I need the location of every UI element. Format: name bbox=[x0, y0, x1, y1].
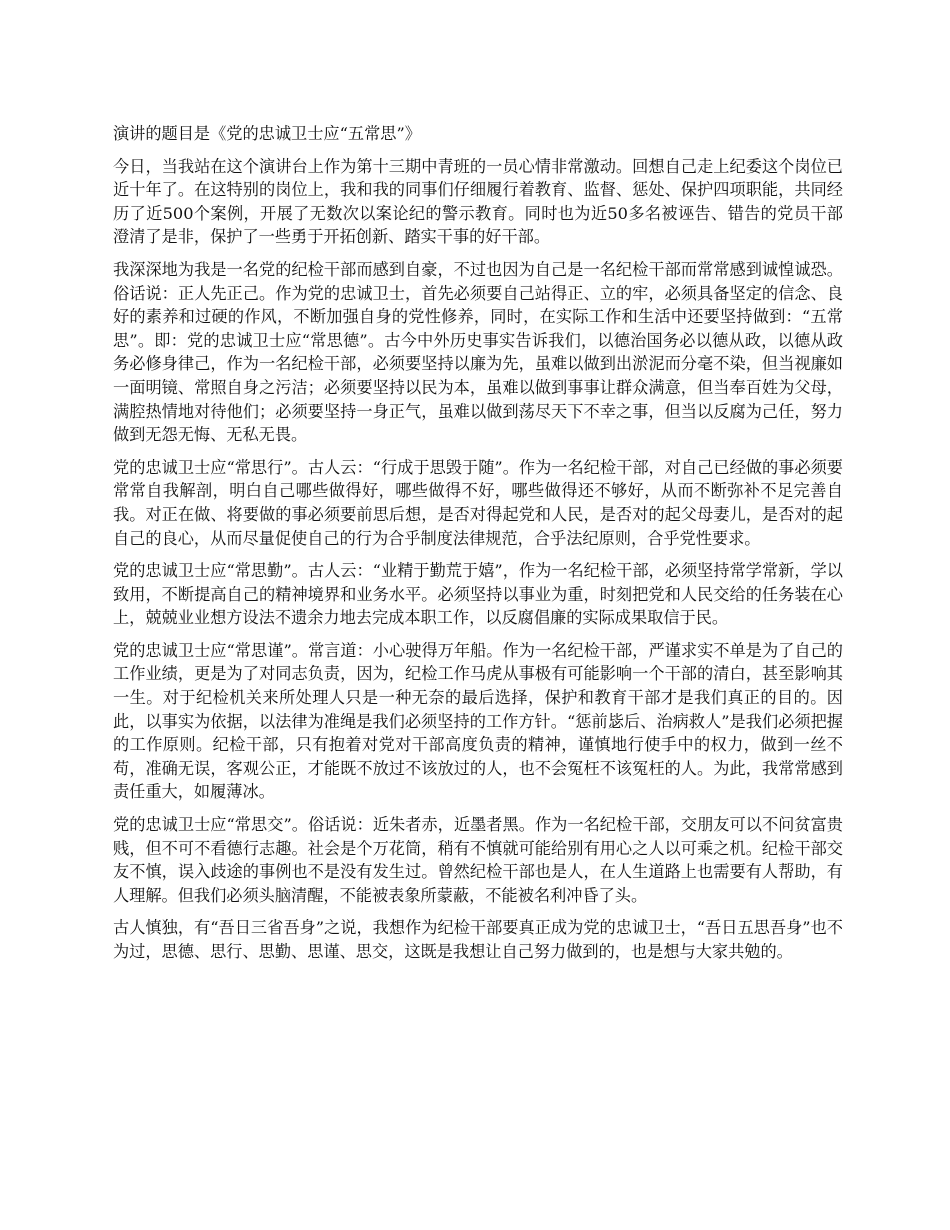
paragraph-conclusion: 古人慎独，有“吾日三省吾身”之说，我想作为纪检干部要真正成为党的忠诚卫士，“吾日五思吾身”也不为过，思德、思行、思勤、思谨、思交，这既是我想让自己努力做到的，也是想与大家共勉的。 bbox=[113, 918, 843, 961]
paragraph-chang-si-xing: 党的忠诚卫士应“常思行”。古人云：“行成于思毁于随”。作为一名纪检干部，对自己已经做的事必须要常常自我解剖，明白自己哪些做得好，哪些做得不好，哪些做得还不够好，从而不断弥补不足完善自我。对正在做、将要做的事必须要前思后想，是否对得起党和人民，是否对的起父母妻儿，是否对的起自己的良心，从而尽量促使自己的行为合乎制度法律规范，合乎法纪原则，合乎党性要求。 bbox=[113, 457, 843, 548]
paragraph-chang-si-jiao: 党的忠诚卫士应“常思交”。俗话说：近朱者赤，近墨者黑。作为一名纪检干部，交朋友可以不问贫富贵贱，但不可不看德行志趣。社会是个万花筒，稍有不慎就可能给别有用心之人以可乘之机。纪检干部交友不慎，误入歧途的事例也不是没有发生过。曾然纪检干部也是人，在人生道路上也需要有人帮助，有人理解。但我们必须头脑清醒，不能被表象所蒙蔽，不能被名利冲昏了头。 bbox=[113, 815, 843, 905]
paragraph-chang-si-qin: 党的忠诚卫士应“常思勤”。古人云：“业精于勤荒于嬉”，作为一名纪检干部，必须坚持常学常新，学以致用，不断提高自己的精神境界和业务水平。必须坚持以事业为重，时刻把党和人民交给的任务装在心上，兢兢业业想方设法不遗余力地去完成本职工作，以反腐倡廉的实际成果取信于民。 bbox=[113, 561, 843, 628]
document-page bbox=[113, 122, 843, 973]
paragraph-intro: 今日，当我站在这个演讲台上作为第十三期中青班的一员心情非常激动。回想自己走上纪委这个岗位已近十年了。在这特别的岗位上，我和我的同事们仔细履行着教育、监督、惩处、保护四项职能，共同经历了近500个案例，开展了无数次以案论纪的警示教育。同时也为近50多名被诬告、错告的党员干部澄清了是非，保护了一些勇于开拓创新、踏实干事的好干部。 bbox=[113, 156, 843, 247]
paragraph-chang-si-jin: 党的忠诚卫士应“常思谨”。常言道：小心驶得万年船。作为一名纪检干部，严谨求实不单是为了自己的工作业绩，更是为了对同志负责，因为，纪检工作马虎从事极有可能影响一个干部的清白，甚至影响其一生。对于纪检机关来所处理人只是一种无奈的最后选择，保护和教育干部才是我们真正的目的。因此，以事实为依据，以法律为准绳是我们必须坚持的工作方针。“惩前毖后、治病救人”是我们必须把握的工作原则。纪检干部，只有抱着对党对干部高度负责的精神，谨慎地行使手中的权力，做到一丝不苟，准确无误，客观公正，才能既不放过不该放过的人，也不会冤枉不该冤枉的人。为此，我常常感到责任重大，如履薄冰。 bbox=[113, 640, 843, 802]
speech-title: 演讲的题目是《党的忠诚卫士应“五常思”》 bbox=[113, 124, 421, 143]
paragraph-chang-si-de: 我深深地为我是一名党的纪检干部而感到自豪，不过也因为自己是一名纪检干部而常常感到诚惶诚恐。俗话说：正人先正己。作为党的忠诚卫士，首先必须要自己站得正、立的牢，必须具备坚定的信念、良好的素养和过硬的作风，不断加强自身的党性修养，同时，在实际工作和生活中还要坚持做到：“五常思”。即：党的忠诚卫士应“常思德”。古今中外历史事实告诉我们，以德治国务必以德从政，以德从政务必修身律己，作为一名纪检干部，必须要坚持以廉为先，虽难以做到出淤泥而分毫不染，但当视廉如一面明镜、常照自身之污洁；必须要坚持以民为本，虽难以做到事事让群众满意，但当奉百姓为父母，满腔热情地对待他们；必须要坚持一身正气，虽难以做到荡尽天下不幸之事，但当以反腐为己任，努力做到无怨无悔、无私无畏。 bbox=[113, 259, 843, 445]
